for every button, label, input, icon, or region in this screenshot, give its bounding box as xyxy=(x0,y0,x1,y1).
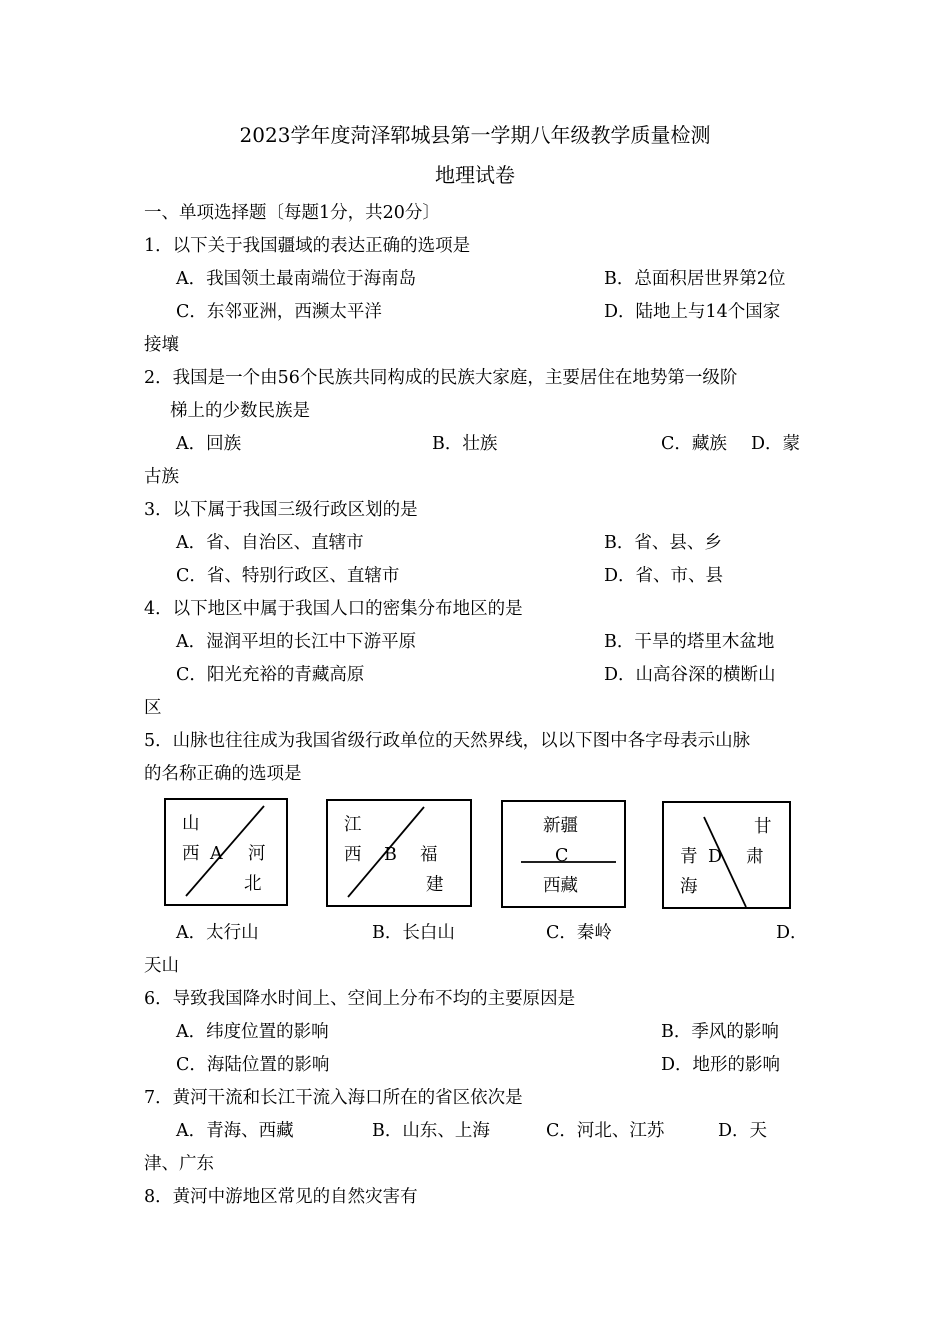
q5-stem-line1: 5．山脉也往往成为我国省级行政单位的天然界线，以以下图中各字母表示山脉 xyxy=(144,731,751,751)
map-box-d xyxy=(662,801,791,909)
map-box-b xyxy=(326,799,472,907)
q4-option-b: B．干旱的塔里木盆地 xyxy=(604,632,775,652)
q4-option-c: C．阳光充裕的青藏高原 xyxy=(176,665,365,685)
q8-stem: 8．黄河中游地区常见的自然灾害有 xyxy=(144,1187,418,1207)
exam-title: 2023学年度菏泽郓城县第一学期八年级教学质量检测 xyxy=(239,123,711,147)
box-a-letter: A xyxy=(210,844,223,864)
q1-option-b: B．总面积居世界第2位 xyxy=(604,269,786,289)
q4-option-d: D．山高谷深的横断山 xyxy=(604,665,776,685)
q3-option-b: B．省、县、乡 xyxy=(604,533,722,553)
box-a-label-1: 山 xyxy=(182,814,200,834)
q4-option-d-wrap: 区 xyxy=(144,698,162,718)
box-d-label-2: 肃 xyxy=(746,847,764,867)
q7-option-a: A．青海、西藏 xyxy=(176,1121,294,1141)
q1-stem: 1．以下关于我国疆域的表达正确的选项是 xyxy=(144,236,471,256)
map-box-c xyxy=(501,800,626,908)
box-b-label-4: 建 xyxy=(426,875,444,895)
q2-stem-line1: 2．我国是一个由56个民族共同构成的民族大家庭，主要居住在地势第一级阶 xyxy=(144,368,738,388)
q1-option-a: A．我国领土最南端位于海南岛 xyxy=(176,269,417,289)
q5-option-d: D． xyxy=(776,923,808,943)
q6-option-b: B．季风的影响 xyxy=(661,1022,779,1042)
q1-option-d-wrap: 接壤 xyxy=(144,335,179,355)
box-d-label-1: 甘 xyxy=(754,817,772,837)
q1-option-c: C．东邻亚洲，西濒太平洋 xyxy=(176,302,382,322)
q7-option-d-wrap: 津、广东 xyxy=(144,1154,214,1174)
q4-option-a: A．湿润平坦的长江中下游平原 xyxy=(176,632,417,652)
q7-option-b: B．山东、上海 xyxy=(372,1121,490,1141)
box-b-label-2: 西 xyxy=(344,845,362,865)
q4-stem: 4．以下地区中属于我国人口的密集分布地区的是 xyxy=(144,599,523,619)
box-d-label-3: 青 xyxy=(680,847,698,867)
q3-option-c: C．省、特别行政区、直辖市 xyxy=(176,566,400,586)
q5-option-b: B．长白山 xyxy=(372,923,455,943)
box-b-letter: B xyxy=(384,845,397,865)
q3-stem: 3．以下属于我国三级行政区划的是 xyxy=(144,500,418,520)
section-heading: 一、单项选择题〔每题1分，共20分〕 xyxy=(144,203,440,223)
q2-option-a: A．回族 xyxy=(176,434,242,454)
q2-option-d-wrap: 古族 xyxy=(144,467,179,487)
q2-option-b: B．壮族 xyxy=(432,434,498,454)
q5-option-c: C．秦岭 xyxy=(546,923,612,943)
q6-stem: 6．导致我国降水时间上、空间上分布不均的主要原因是 xyxy=(144,989,576,1009)
q3-option-a: A．省、自治区、直辖市 xyxy=(176,533,364,553)
box-b-label-3: 福 xyxy=(420,845,438,865)
q2-stem-line2: 梯上的少数民族是 xyxy=(170,401,310,421)
box-a-label-3: 河 xyxy=(248,844,266,864)
q6-option-a: A．纬度位置的影响 xyxy=(176,1022,329,1042)
box-a-label-2: 西 xyxy=(182,844,200,864)
box-c-label-1: 新疆 xyxy=(543,816,578,836)
q7-option-d: D．天 xyxy=(718,1121,768,1141)
q1-option-d: D．陆地上与14个国家 xyxy=(604,302,781,322)
q3-option-d: D．省、市、县 xyxy=(604,566,724,586)
q2-option-d: D．蒙 xyxy=(751,434,801,454)
q7-stem: 7．黄河干流和长江干流入海口所在的省区依次是 xyxy=(144,1088,523,1108)
q6-option-c: C．海陆位置的影响 xyxy=(176,1055,330,1075)
box-d-label-4: 海 xyxy=(680,877,698,897)
q2-option-c: C．藏族 xyxy=(661,434,727,454)
q7-option-c: C．河北、江苏 xyxy=(546,1121,665,1141)
box-c-label-2: 西藏 xyxy=(543,876,578,896)
box-d-letter: D xyxy=(708,847,723,867)
map-box-a xyxy=(164,798,288,906)
q5-stem-line2: 的名称正确的选项是 xyxy=(144,764,302,784)
q6-option-d: D．地形的影响 xyxy=(661,1055,781,1075)
box-a-label-4: 北 xyxy=(244,874,262,894)
q5-option-d-wrap: 天山 xyxy=(144,956,179,976)
exam-subtitle: 地理试卷 xyxy=(435,163,515,187)
q5-option-a: A．太行山 xyxy=(176,923,259,943)
box-c-letter: C xyxy=(555,846,569,866)
box-b-label-1: 江 xyxy=(344,815,362,835)
